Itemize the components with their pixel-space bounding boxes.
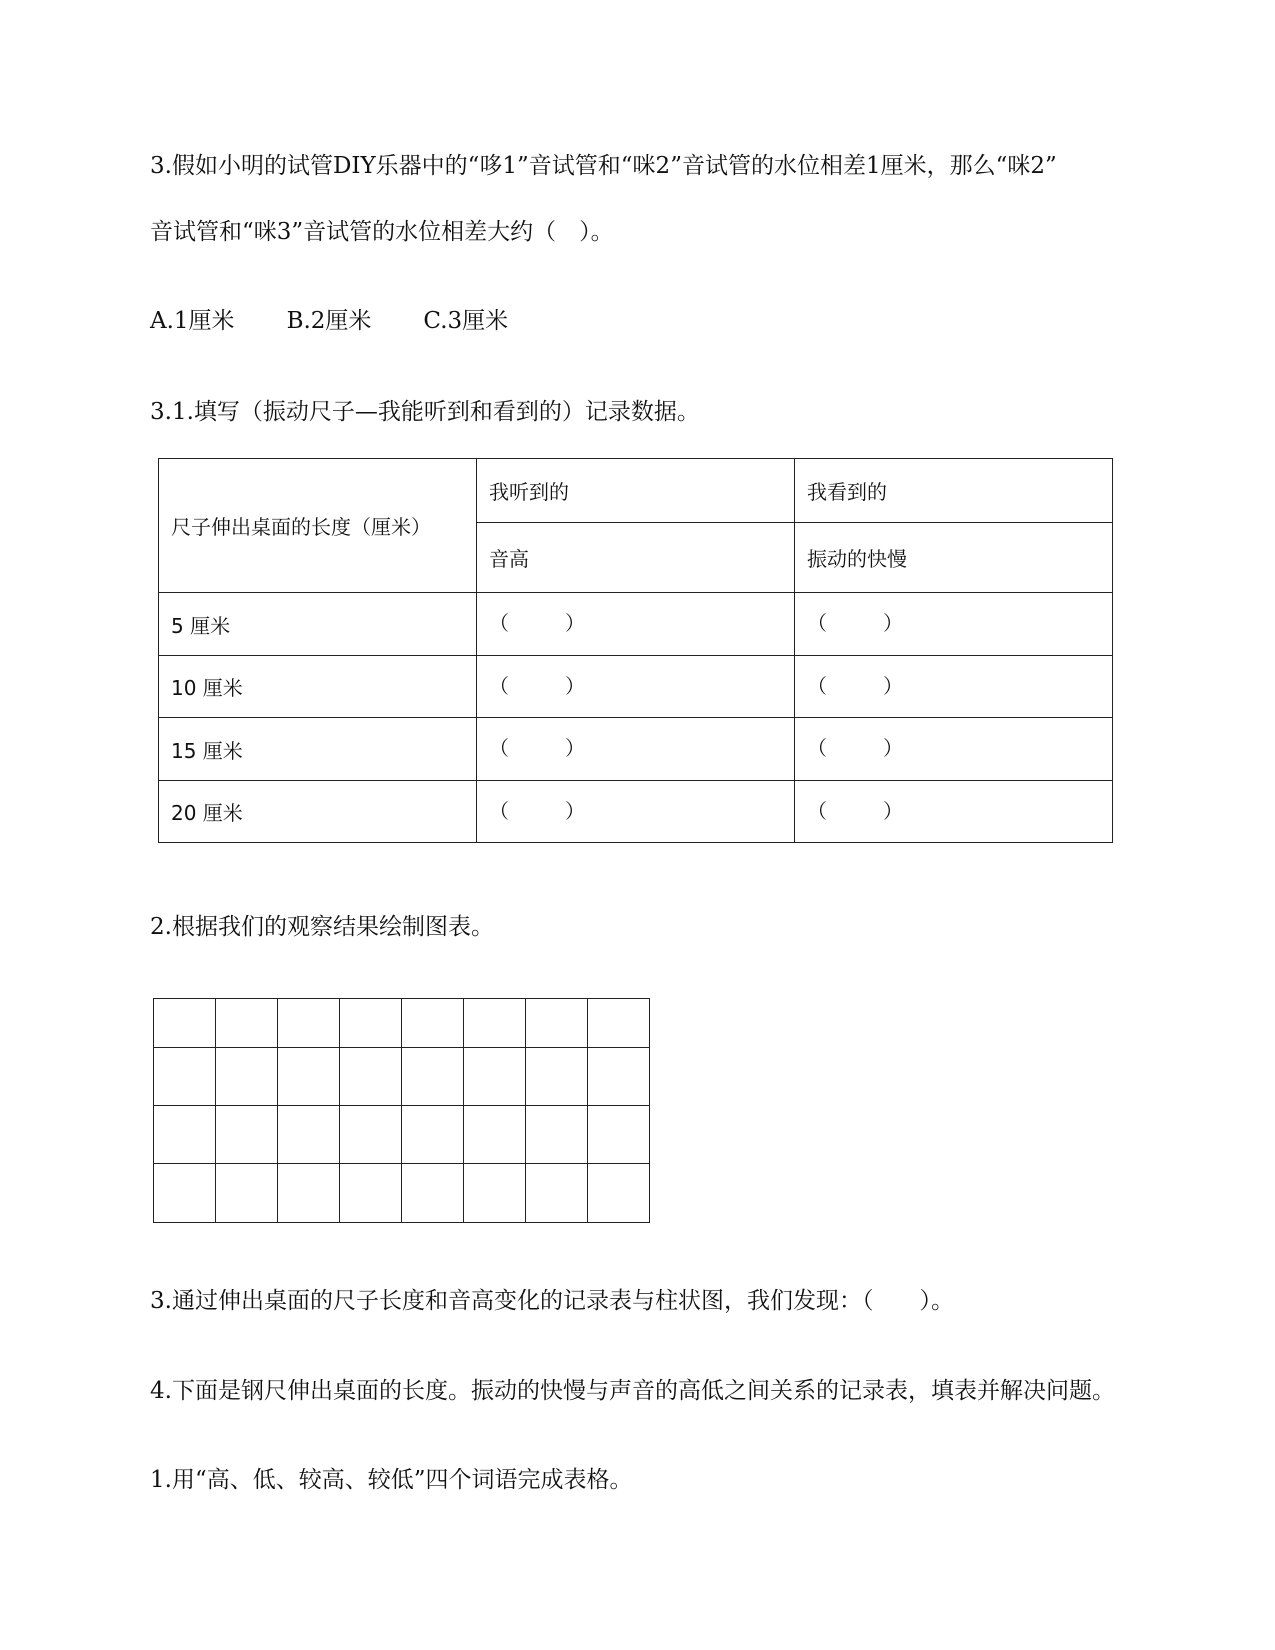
grid-row	[154, 999, 650, 1048]
grid-cell[interactable]	[402, 1164, 464, 1223]
grid-cell[interactable]	[216, 1106, 278, 1164]
grid-cell[interactable]	[464, 999, 526, 1048]
q3b-text: 3.通过伸出桌面的尺子长度和音高变化的记录表与柱状图，我们发现：（ ）。	[150, 1288, 954, 1314]
q3-options	[150, 303, 560, 339]
row-length: 20 厘米	[159, 781, 477, 843]
grid-cell[interactable]	[154, 1048, 216, 1106]
grid-cell[interactable]	[526, 1164, 588, 1223]
speed-blank[interactable]: （ ）	[795, 656, 1113, 718]
grid-cell[interactable]	[588, 1164, 650, 1223]
grid-cell[interactable]	[464, 1048, 526, 1106]
grid-cell[interactable]	[278, 1048, 340, 1106]
grid-cell[interactable]	[216, 1164, 278, 1223]
header-heard: 我听到的	[477, 459, 795, 523]
table-row	[159, 656, 1113, 718]
grid-cell[interactable]	[340, 1106, 402, 1164]
option-c: C.3厘米	[423, 308, 509, 334]
grid-cell[interactable]	[154, 1106, 216, 1164]
speed-blank[interactable]: （ ）	[795, 718, 1113, 781]
subheader-speed: 振动的快慢	[795, 523, 1113, 593]
pitch-blank[interactable]: （ ）	[477, 781, 795, 843]
grid-row	[154, 1048, 650, 1106]
option-b: B.2厘米	[286, 308, 372, 334]
grid-cell[interactable]	[402, 1106, 464, 1164]
row-length: 5 厘米	[159, 593, 477, 656]
grid-cell[interactable]	[340, 1048, 402, 1106]
grid-cell[interactable]	[526, 999, 588, 1048]
grid-cell[interactable]	[154, 999, 216, 1048]
grid-cell[interactable]	[154, 1164, 216, 1223]
row-length: 15 厘米	[159, 718, 477, 781]
speed-blank[interactable]: （ ）	[795, 593, 1113, 656]
table-row	[159, 593, 1113, 656]
grid-cell[interactable]	[278, 1164, 340, 1223]
grid-cell[interactable]	[526, 1106, 588, 1164]
option-a: A.1厘米	[150, 308, 235, 334]
grid-cell[interactable]	[278, 1106, 340, 1164]
header-length: 尺子伸出桌面的长度（厘米）	[159, 459, 477, 593]
pitch-blank[interactable]: （ ）	[477, 718, 795, 781]
q1-text: 1.用“高、低、较高、较低”四个词语完成表格。	[150, 1467, 633, 1493]
grid-cell[interactable]	[464, 1164, 526, 1223]
header-seen: 我看到的	[795, 459, 1113, 523]
table-row	[159, 781, 1113, 843]
q3-line1: 3.假如小明的试管DIY乐器中的“哆1”音试管和“咪2”音试管的水位相差1厘米，那么“咪2”	[150, 153, 1057, 179]
speed-blank[interactable]: （ ）	[795, 781, 1113, 843]
grid-cell[interactable]	[588, 1106, 650, 1164]
blank-chart-grid	[153, 998, 650, 1223]
q31-title: 3.1.填写（振动尺子—我能听到和看到的）记录数据。	[150, 399, 700, 425]
grid-cell[interactable]	[402, 999, 464, 1048]
grid-cell[interactable]	[340, 999, 402, 1048]
q3-line2: 音试管和“咪3”音试管的水位相差大约（ ）。	[150, 219, 614, 245]
subheader-pitch: 音高	[477, 523, 795, 593]
pitch-blank[interactable]: （ ）	[477, 656, 795, 718]
row-length: 10 厘米	[159, 656, 477, 718]
record-table	[158, 458, 1113, 843]
grid-cell[interactable]	[464, 1106, 526, 1164]
q2-title: 2.根据我们的观察结果绘制图表。	[150, 914, 494, 940]
grid-row	[154, 1106, 650, 1164]
q4-text: 4.下面是钢尺伸出桌面的长度。振动的快慢与声音的高低之间关系的记录表，填表并解决问题。	[150, 1378, 1115, 1404]
grid-cell[interactable]	[278, 999, 340, 1048]
grid-cell[interactable]	[526, 1048, 588, 1106]
grid-cell[interactable]	[588, 1048, 650, 1106]
pitch-blank[interactable]: （ ）	[477, 593, 795, 656]
grid-cell[interactable]	[216, 999, 278, 1048]
grid-cell[interactable]	[402, 1048, 464, 1106]
table-row	[159, 718, 1113, 781]
grid-cell[interactable]	[588, 999, 650, 1048]
grid-cell[interactable]	[216, 1048, 278, 1106]
grid-cell[interactable]	[340, 1164, 402, 1223]
grid-row	[154, 1164, 650, 1223]
